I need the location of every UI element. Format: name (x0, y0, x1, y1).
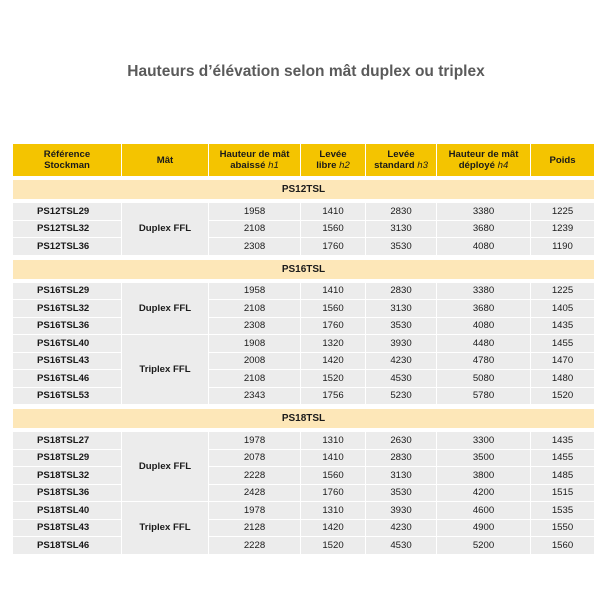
cell-weight: 1435 (531, 432, 594, 450)
cell-free-lift: 1310 (301, 502, 366, 520)
cell-free-lift: 1310 (301, 432, 366, 450)
header-row (13, 144, 594, 176)
cell-standard-lift: 2830 (366, 203, 437, 221)
cell-free-lift: 1420 (301, 520, 366, 538)
header-standard-lift: Levée standard h3 (366, 144, 437, 176)
cell-standard-lift: 3530 (366, 485, 437, 503)
cell-lowered-height: 1908 (209, 335, 301, 353)
cell-lowered-height: 2078 (209, 450, 301, 468)
cell-extended-height: 3680 (437, 221, 531, 239)
cell-weight: 1405 (531, 300, 594, 318)
table-row (13, 520, 594, 538)
cell-standard-lift: 5230 (366, 388, 437, 406)
cell-standard-lift: 4530 (366, 537, 437, 555)
header-weight: Poids (531, 144, 594, 176)
cell-reference: PS18TSL43 (13, 520, 122, 538)
section-row (13, 179, 594, 200)
section-row (13, 408, 594, 429)
cell-lowered-height: 2108 (209, 300, 301, 318)
table-row (13, 388, 594, 406)
cell-standard-lift: 2830 (366, 450, 437, 468)
cell-free-lift: 1520 (301, 370, 366, 388)
cell-free-lift: 1756 (301, 388, 366, 406)
lift-height-table (13, 144, 594, 555)
cell-standard-lift: 3930 (366, 335, 437, 353)
cell-weight: 1550 (531, 520, 594, 538)
cell-reference: PS18TSL36 (13, 485, 122, 503)
cell-reference: PS16TSL32 (13, 300, 122, 318)
table-row (13, 353, 594, 371)
header-free-lift: Levée libre h2 (301, 144, 366, 176)
cell-reference: PS18TSL40 (13, 502, 122, 520)
cell-free-lift: 1560 (301, 300, 366, 318)
table-row (13, 485, 594, 503)
cell-reference: PS12TSL36 (13, 238, 122, 256)
cell-reference: PS18TSL32 (13, 467, 122, 485)
header-reference: Référence Stockman (13, 144, 122, 176)
section-title: PS18TSL (13, 408, 594, 429)
header-extended-height: Hauteur de mât déployé h4 (437, 144, 531, 176)
cell-extended-height: 5780 (437, 388, 531, 406)
cell-free-lift: 1410 (301, 450, 366, 468)
table-row (13, 335, 594, 353)
table-row (13, 221, 594, 239)
cell-standard-lift: 4230 (366, 353, 437, 371)
cell-extended-height: 4080 (437, 318, 531, 336)
cell-reference: PS16TSL29 (13, 283, 122, 301)
cell-standard-lift: 2630 (366, 432, 437, 450)
section-row (13, 259, 594, 280)
cell-reference: PS12TSL29 (13, 203, 122, 221)
cell-free-lift: 1410 (301, 283, 366, 301)
cell-extended-height: 4080 (437, 238, 531, 256)
cell-standard-lift: 3130 (366, 300, 437, 318)
page-title: Hauteurs d’élévation selon mât duplex ou triplex (127, 63, 485, 80)
table-row (13, 467, 594, 485)
cell-weight: 1435 (531, 318, 594, 336)
cell-reference: PS16TSL46 (13, 370, 122, 388)
cell-extended-height: 5080 (437, 370, 531, 388)
cell-extended-height: 3380 (437, 203, 531, 221)
cell-lowered-height: 2428 (209, 485, 301, 503)
cell-lowered-height: 2128 (209, 520, 301, 538)
header-lowered-height: Hauteur de mât abaissé h1 (209, 144, 301, 176)
cell-weight: 1535 (531, 502, 594, 520)
table-row (13, 318, 594, 336)
cell-free-lift: 1760 (301, 238, 366, 256)
cell-standard-lift: 3130 (366, 221, 437, 239)
cell-weight: 1225 (531, 283, 594, 301)
table-row (13, 283, 594, 301)
cell-mast: Triplex FFL (122, 502, 209, 555)
table-row (13, 370, 594, 388)
table-row (13, 432, 594, 450)
cell-lowered-height: 2308 (209, 318, 301, 336)
cell-extended-height: 4780 (437, 353, 531, 371)
cell-lowered-height: 2108 (209, 221, 301, 239)
cell-weight: 1480 (531, 370, 594, 388)
cell-extended-height: 4600 (437, 502, 531, 520)
cell-mast: Triplex FFL (122, 335, 209, 405)
cell-lowered-height: 2308 (209, 238, 301, 256)
cell-free-lift: 1760 (301, 485, 366, 503)
cell-reference: PS16TSL36 (13, 318, 122, 336)
cell-reference: PS18TSL29 (13, 450, 122, 468)
cell-extended-height: 4900 (437, 520, 531, 538)
cell-lowered-height: 2343 (209, 388, 301, 406)
table-row (13, 300, 594, 318)
cell-extended-height: 3500 (437, 450, 531, 468)
cell-lowered-height: 2008 (209, 353, 301, 371)
cell-extended-height: 3300 (437, 432, 531, 450)
cell-free-lift: 1760 (301, 318, 366, 336)
cell-standard-lift: 3130 (366, 467, 437, 485)
cell-weight: 1225 (531, 203, 594, 221)
cell-weight: 1239 (531, 221, 594, 239)
cell-free-lift: 1410 (301, 203, 366, 221)
cell-weight: 1560 (531, 537, 594, 555)
cell-lowered-height: 2108 (209, 370, 301, 388)
cell-reference: PS16TSL53 (13, 388, 122, 406)
cell-lowered-height: 1978 (209, 432, 301, 450)
table-row (13, 203, 594, 221)
cell-extended-height: 5200 (437, 537, 531, 555)
cell-reference: PS16TSL40 (13, 335, 122, 353)
cell-mast: Duplex FFL (122, 283, 209, 336)
cell-free-lift: 1560 (301, 221, 366, 239)
cell-free-lift: 1420 (301, 353, 366, 371)
cell-extended-height: 4200 (437, 485, 531, 503)
cell-free-lift: 1520 (301, 537, 366, 555)
cell-mast: Duplex FFL (122, 432, 209, 502)
cell-standard-lift: 2830 (366, 283, 437, 301)
table-row (13, 450, 594, 468)
cell-reference: PS18TSL46 (13, 537, 122, 555)
cell-extended-height: 4480 (437, 335, 531, 353)
section-title: PS12TSL (13, 179, 594, 200)
cell-lowered-height: 2228 (209, 537, 301, 555)
cell-standard-lift: 4230 (366, 520, 437, 538)
header-mast: Mât (122, 144, 209, 176)
table-row (13, 502, 594, 520)
cell-extended-height: 3380 (437, 283, 531, 301)
cell-lowered-height: 2228 (209, 467, 301, 485)
cell-standard-lift: 4530 (366, 370, 437, 388)
cell-mast: Duplex FFL (122, 203, 209, 256)
cell-free-lift: 1560 (301, 467, 366, 485)
table-row (13, 238, 594, 256)
cell-extended-height: 3680 (437, 300, 531, 318)
cell-weight: 1515 (531, 485, 594, 503)
cell-free-lift: 1320 (301, 335, 366, 353)
cell-reference: PS16TSL43 (13, 353, 122, 371)
cell-lowered-height: 1958 (209, 203, 301, 221)
cell-weight: 1190 (531, 238, 594, 256)
cell-weight: 1455 (531, 450, 594, 468)
cell-standard-lift: 3530 (366, 318, 437, 336)
cell-standard-lift: 3930 (366, 502, 437, 520)
cell-lowered-height: 1958 (209, 283, 301, 301)
cell-weight: 1520 (531, 388, 594, 406)
cell-lowered-height: 1978 (209, 502, 301, 520)
table-row (13, 537, 594, 555)
section-title: PS16TSL (13, 259, 594, 280)
cell-weight: 1485 (531, 467, 594, 485)
cell-extended-height: 3800 (437, 467, 531, 485)
cell-standard-lift: 3530 (366, 238, 437, 256)
cell-reference: PS12TSL32 (13, 221, 122, 239)
cell-weight: 1470 (531, 353, 594, 371)
table-body (13, 176, 594, 555)
cell-reference: PS18TSL27 (13, 432, 122, 450)
cell-weight: 1455 (531, 335, 594, 353)
